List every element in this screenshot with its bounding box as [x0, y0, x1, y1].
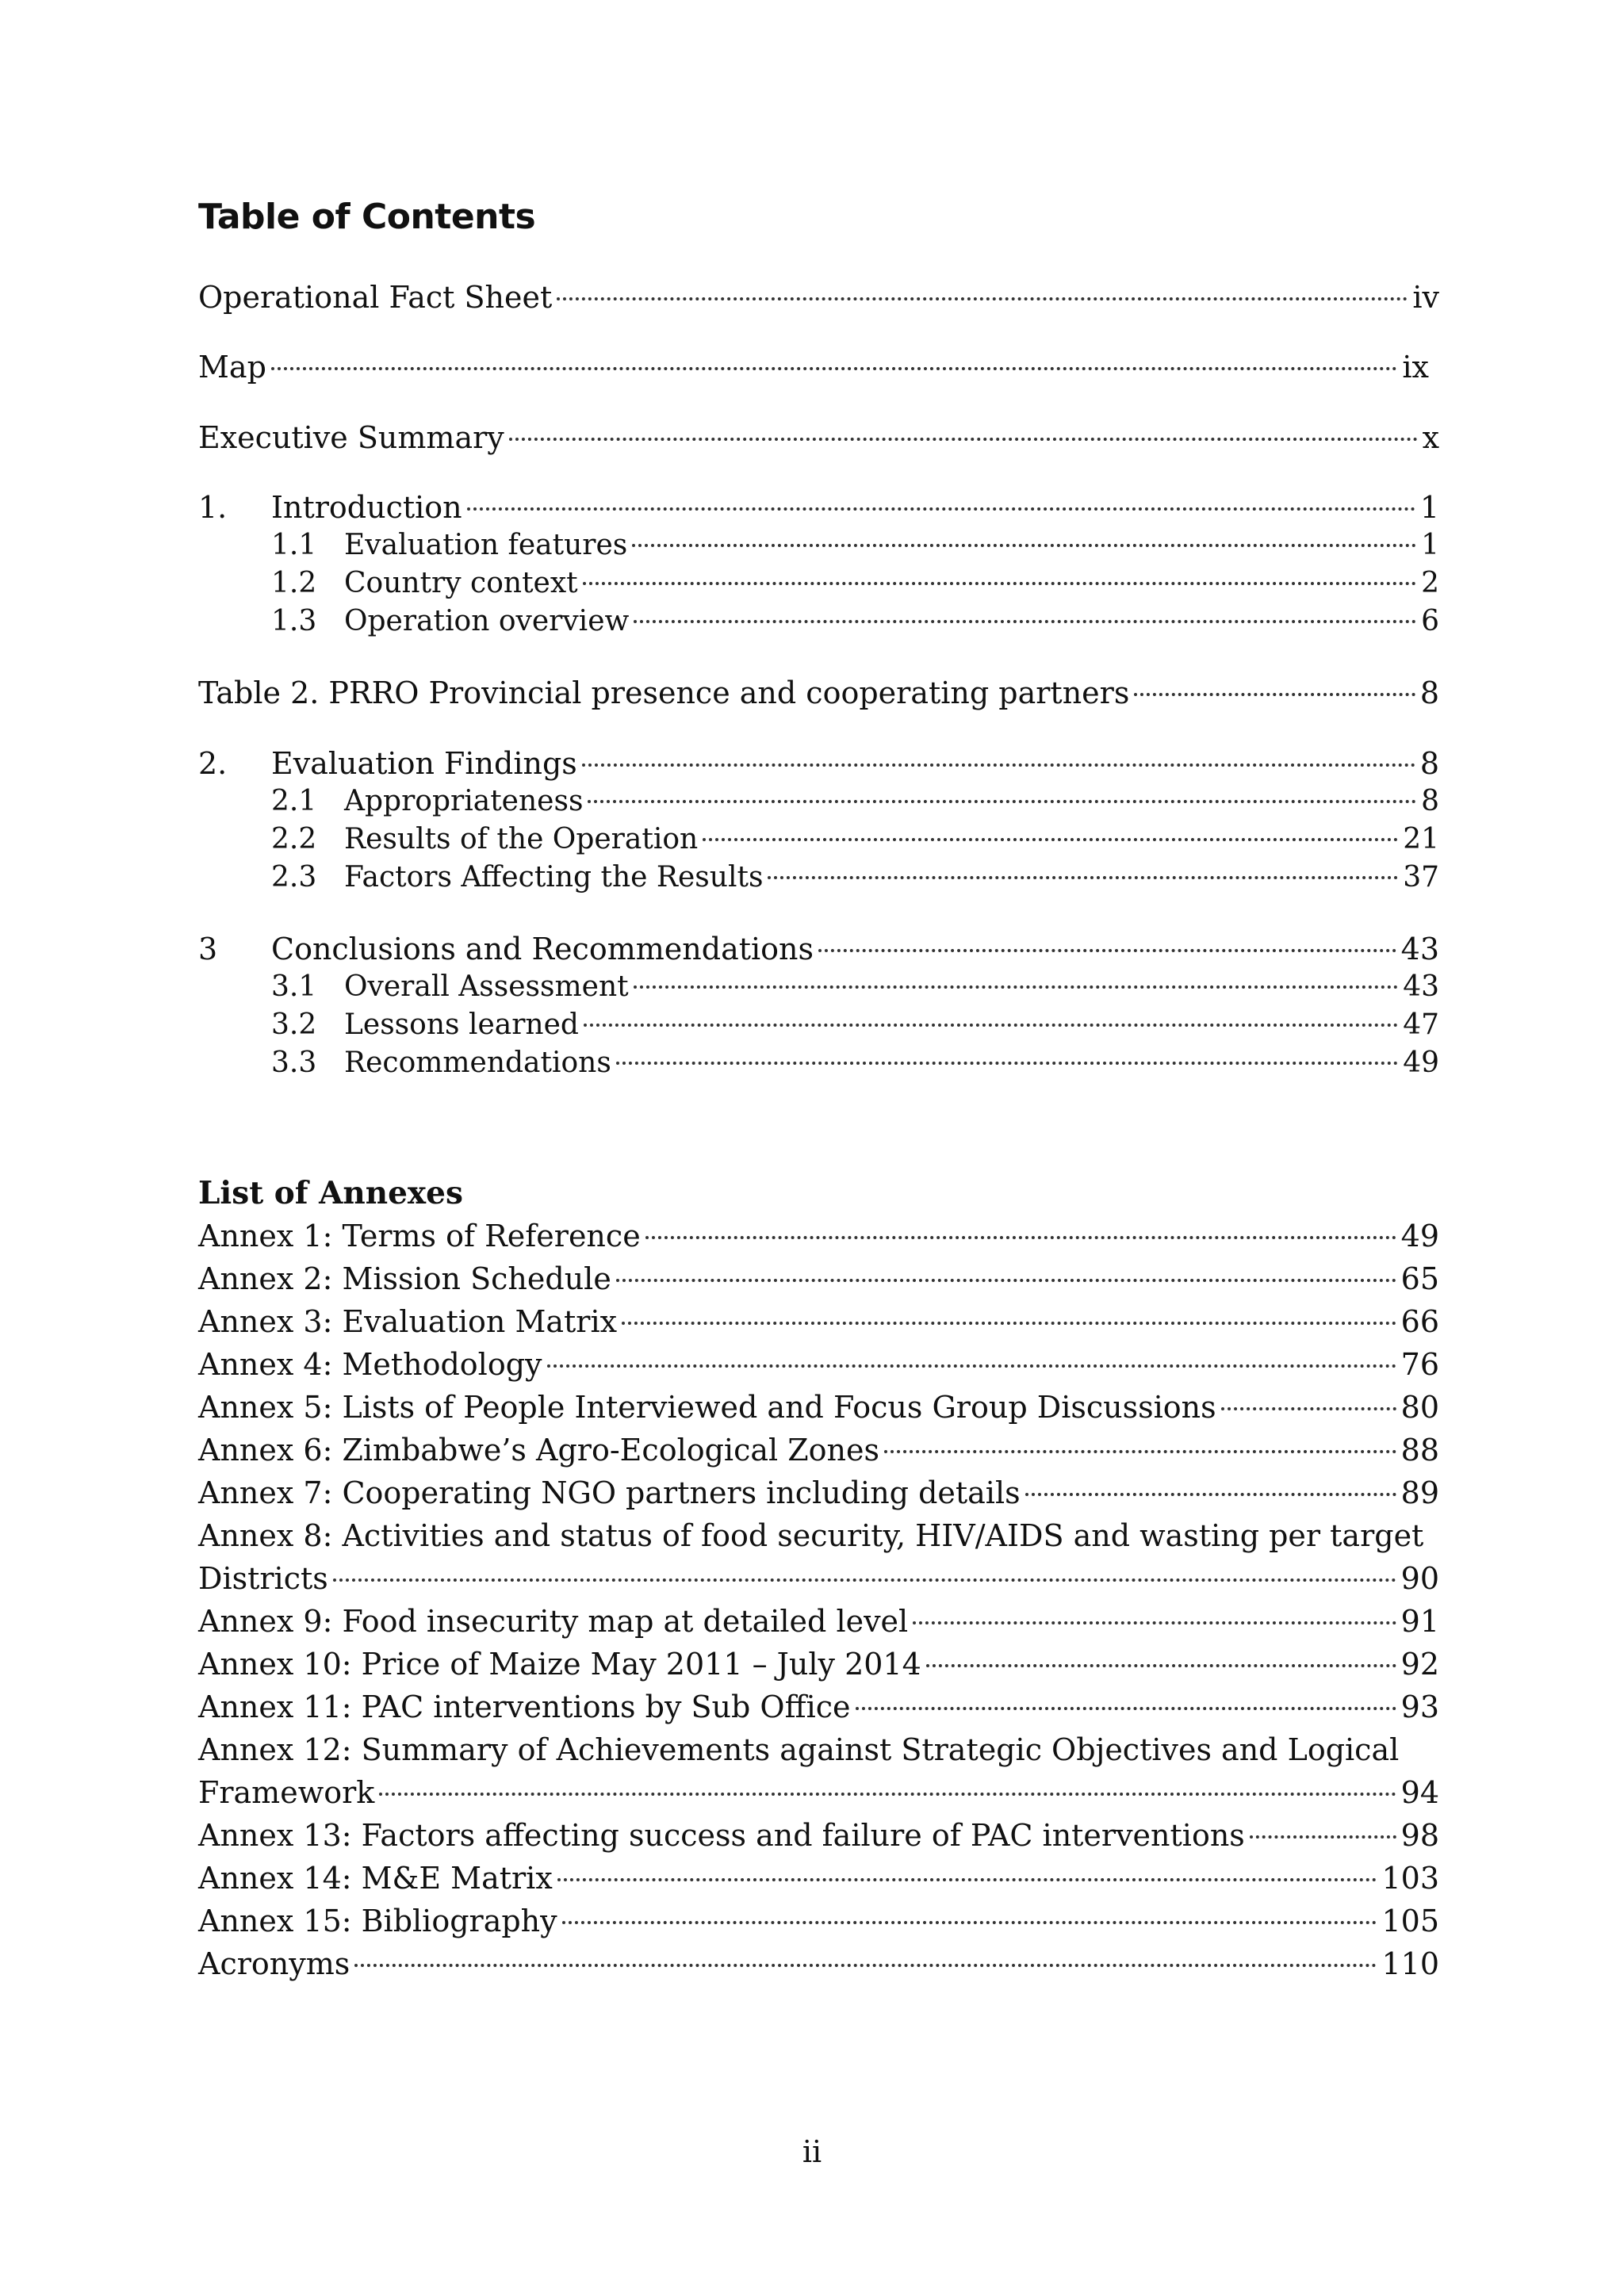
- toc-entry-section-1-3[interactable]: [198, 603, 1439, 640]
- toc-entry-executive-summary[interactable]: [198, 419, 1439, 456]
- annex-entry-11[interactable]: [198, 1689, 1439, 1725]
- annex-entry-3[interactable]: [198, 1303, 1439, 1340]
- dot-leader: [583, 582, 1416, 585]
- annex-page: 66: [1400, 1304, 1439, 1339]
- annex-entry-13[interactable]: [198, 1817, 1439, 1854]
- dot-leader: [616, 1062, 1398, 1065]
- annex-page: 94: [1400, 1775, 1439, 1810]
- toc-entry-label: Operation overview: [344, 605, 630, 637]
- dot-leader: [509, 438, 1418, 441]
- toc-entry-page: 49: [1403, 1047, 1439, 1079]
- toc-entry-section-2-1[interactable]: [198, 783, 1439, 820]
- annex-entry-15[interactable]: [198, 1903, 1439, 1939]
- dot-leader: [634, 620, 1416, 623]
- toc-entry-label: Overall Assessment: [344, 970, 629, 1003]
- toc-entry-section-3-3[interactable]: [198, 1045, 1439, 1081]
- annex-label: Annex 4: Methodology: [198, 1347, 542, 1382]
- annex-label: Framework: [198, 1775, 375, 1810]
- dot-leader: [622, 1322, 1396, 1325]
- dot-leader: [588, 800, 1416, 803]
- annex-label: Annex 13: Factors affecting success and failure of PAC interventions: [198, 1818, 1245, 1853]
- toc-entry-section-1-2[interactable]: [198, 565, 1439, 602]
- annex-page: 90: [1400, 1561, 1439, 1596]
- annex-label: Annex 14: M&E Matrix: [198, 1861, 553, 1896]
- section-number: 2.3: [271, 861, 317, 894]
- annex-label: Annex 1: Terms of Reference: [198, 1219, 641, 1253]
- annex-label: Annex 6: Zimbabwe’s Agro-Ecological Zones: [198, 1433, 879, 1468]
- annex-label: Districts: [198, 1561, 328, 1596]
- annex-page: 98: [1400, 1818, 1439, 1853]
- toc-entry-section-1[interactable]: [198, 489, 1439, 526]
- section-number: 3.2: [271, 1008, 317, 1041]
- toc-entry-label: Map: [198, 350, 266, 385]
- toc-entry-fact-sheet[interactable]: [198, 279, 1439, 316]
- annex-page: 91: [1400, 1604, 1439, 1639]
- annex-entry-5[interactable]: [198, 1389, 1439, 1425]
- annex-entry-2[interactable]: [198, 1261, 1439, 1297]
- annex-entry-12-first-line[interactable]: Annex 12: Summary of Achievements against Strategic Objectives and Logical: [198, 1732, 1400, 1767]
- toc-entry-section-2[interactable]: [198, 745, 1439, 782]
- toc-entry-label: Factors Affecting the Results: [344, 861, 764, 894]
- toc-entry-section-3[interactable]: [198, 931, 1439, 967]
- annex-page: 92: [1400, 1647, 1439, 1682]
- dot-leader: [333, 1578, 1396, 1582]
- toc-entry-label: Appropriateness: [344, 785, 584, 817]
- toc-entry-label: Evaluation Findings: [271, 746, 577, 781]
- dot-leader: [1250, 1835, 1396, 1839]
- dot-leader: [584, 1024, 1398, 1027]
- annexes-heading: List of Annexes: [198, 1175, 463, 1211]
- section-number: 2.: [198, 746, 228, 781]
- annex-page: 93: [1400, 1689, 1439, 1724]
- section-number: 3: [198, 932, 218, 966]
- toc-entry-page: 37: [1403, 861, 1439, 894]
- toc-entry-page: iv: [1412, 280, 1439, 315]
- toc-entry-page: ix: [1402, 350, 1429, 385]
- dot-leader: [1025, 1493, 1396, 1496]
- section-number: 3.3: [271, 1047, 317, 1079]
- dot-leader: [884, 1450, 1396, 1453]
- toc-entry-label: Recommendations: [344, 1047, 611, 1079]
- page-number: ii: [802, 2134, 822, 2169]
- dot-leader: [547, 1364, 1396, 1368]
- toc-entry-page: 8: [1419, 675, 1439, 710]
- annex-entry-12[interactable]: [198, 1774, 1439, 1811]
- toc-entry-page: 1: [1419, 490, 1439, 525]
- toc-entry-label: Executive Summary: [198, 420, 504, 455]
- section-number: 1.1: [271, 529, 317, 561]
- toc-title: Table of Contents: [198, 197, 536, 237]
- annex-entry-acronyms[interactable]: [198, 1946, 1439, 1982]
- annex-label: Annex 11: PAC interventions by Sub Office: [198, 1689, 851, 1724]
- section-number: 3.1: [271, 970, 317, 1003]
- section-number: 1.3: [271, 605, 317, 637]
- section-number: 1.2: [271, 567, 317, 599]
- dot-leader: [856, 1707, 1396, 1710]
- toc-entry-section-3-2[interactable]: [198, 1007, 1439, 1043]
- annex-entry-8-first-line[interactable]: Annex 8: Activities and status of food security, HIV/AIDS and wasting per target: [198, 1518, 1424, 1553]
- annex-label: Annex 2: Mission Schedule: [198, 1261, 611, 1296]
- dot-leader: [582, 763, 1415, 767]
- toc-entry-page: 47: [1403, 1008, 1439, 1041]
- dot-leader: [379, 1793, 1396, 1796]
- dot-leader: [467, 507, 1415, 511]
- dot-leader: [926, 1664, 1396, 1667]
- toc-entry-label: Conclusions and Recommendations: [271, 932, 814, 966]
- toc-entry-page: 8: [1419, 746, 1439, 781]
- toc-entry-page: 43: [1400, 932, 1439, 966]
- toc-entry-page: 2: [1421, 567, 1439, 599]
- annex-label: Acronyms: [198, 1946, 350, 1981]
- dot-leader: [634, 985, 1399, 989]
- dot-leader: [1134, 693, 1415, 696]
- annex-entry-14[interactable]: [198, 1860, 1439, 1896]
- annex-page: 65: [1400, 1261, 1439, 1296]
- dot-leader: [632, 544, 1416, 547]
- annex-page: 105: [1381, 1904, 1439, 1938]
- dot-leader: [562, 1921, 1377, 1924]
- annex-entry-8[interactable]: [198, 1560, 1439, 1597]
- toc-entry-label: Results of the Operation: [344, 823, 699, 855]
- annex-label: Annex 9: Food insecurity map at detailed level: [198, 1604, 909, 1639]
- dot-leader: [557, 1878, 1377, 1881]
- section-number: 1.: [198, 490, 228, 525]
- annex-label: Annex 5: Lists of People Interviewed and Focus Group Discussions: [198, 1390, 1216, 1425]
- toc-entry-label: Lessons learned: [344, 1008, 579, 1041]
- annex-page: 88: [1400, 1433, 1439, 1468]
- annex-label: Annex 7: Cooperating NGO partners including details: [198, 1475, 1021, 1510]
- toc-entry-section-3-1[interactable]: [198, 969, 1439, 1005]
- annex-label: Annex 15: Bibliography: [198, 1904, 557, 1938]
- annex-entry-7[interactable]: [198, 1475, 1439, 1511]
- dot-leader: [354, 1964, 1377, 1967]
- toc-entry-page: 43: [1403, 970, 1439, 1003]
- dot-leader: [1221, 1407, 1396, 1410]
- section-number: 2.1: [271, 785, 317, 817]
- dot-leader: [557, 297, 1408, 300]
- toc-entry-label: Evaluation features: [344, 529, 628, 561]
- annex-entry-4[interactable]: [198, 1346, 1439, 1383]
- toc-entry-section-2-2[interactable]: [198, 821, 1439, 858]
- annex-entry-6[interactable]: [198, 1432, 1439, 1468]
- annex-entry-9[interactable]: [198, 1603, 1439, 1640]
- annex-page: 49: [1400, 1219, 1439, 1253]
- dot-leader: [645, 1236, 1396, 1239]
- toc-entry-map[interactable]: [198, 349, 1429, 385]
- dot-leader: [768, 876, 1398, 879]
- toc-entry-label: Table 2. PRRO Provincial presence and cooperating partners: [198, 675, 1130, 710]
- annex-page: 110: [1381, 1946, 1439, 1981]
- toc-entry-section-2-3[interactable]: [198, 859, 1439, 896]
- annex-label: Annex 10: Price of Maize May 2011 – July 2014: [198, 1647, 921, 1682]
- toc-entry-page: 21: [1403, 823, 1439, 855]
- annex-entry-1[interactable]: [198, 1218, 1439, 1254]
- dot-leader: [616, 1279, 1396, 1282]
- toc-entry-table-2[interactable]: [198, 675, 1439, 711]
- dot-leader: [913, 1621, 1396, 1624]
- dot-leader: [818, 949, 1396, 952]
- toc-entry-label: Introduction: [271, 490, 462, 525]
- toc-entry-page: 6: [1421, 605, 1439, 637]
- annex-entry-10[interactable]: [198, 1646, 1439, 1682]
- annex-label: Annex 3: Evaluation Matrix: [198, 1304, 618, 1339]
- toc-entry-label: Operational Fact Sheet: [198, 280, 553, 315]
- annex-page: 89: [1400, 1475, 1439, 1510]
- toc-entry-label: Country context: [344, 567, 578, 599]
- annex-page: 76: [1400, 1347, 1439, 1382]
- annex-page: 80: [1400, 1390, 1439, 1425]
- dot-leader: [271, 367, 1398, 370]
- toc-entry-page: 1: [1421, 529, 1439, 561]
- toc-entry-page: 8: [1421, 785, 1439, 817]
- toc-entry-section-1-1[interactable]: [198, 527, 1439, 564]
- section-number: 2.2: [271, 823, 317, 855]
- dot-leader: [703, 838, 1398, 841]
- toc-entry-page: x: [1422, 420, 1439, 455]
- annex-page: 103: [1381, 1861, 1439, 1896]
